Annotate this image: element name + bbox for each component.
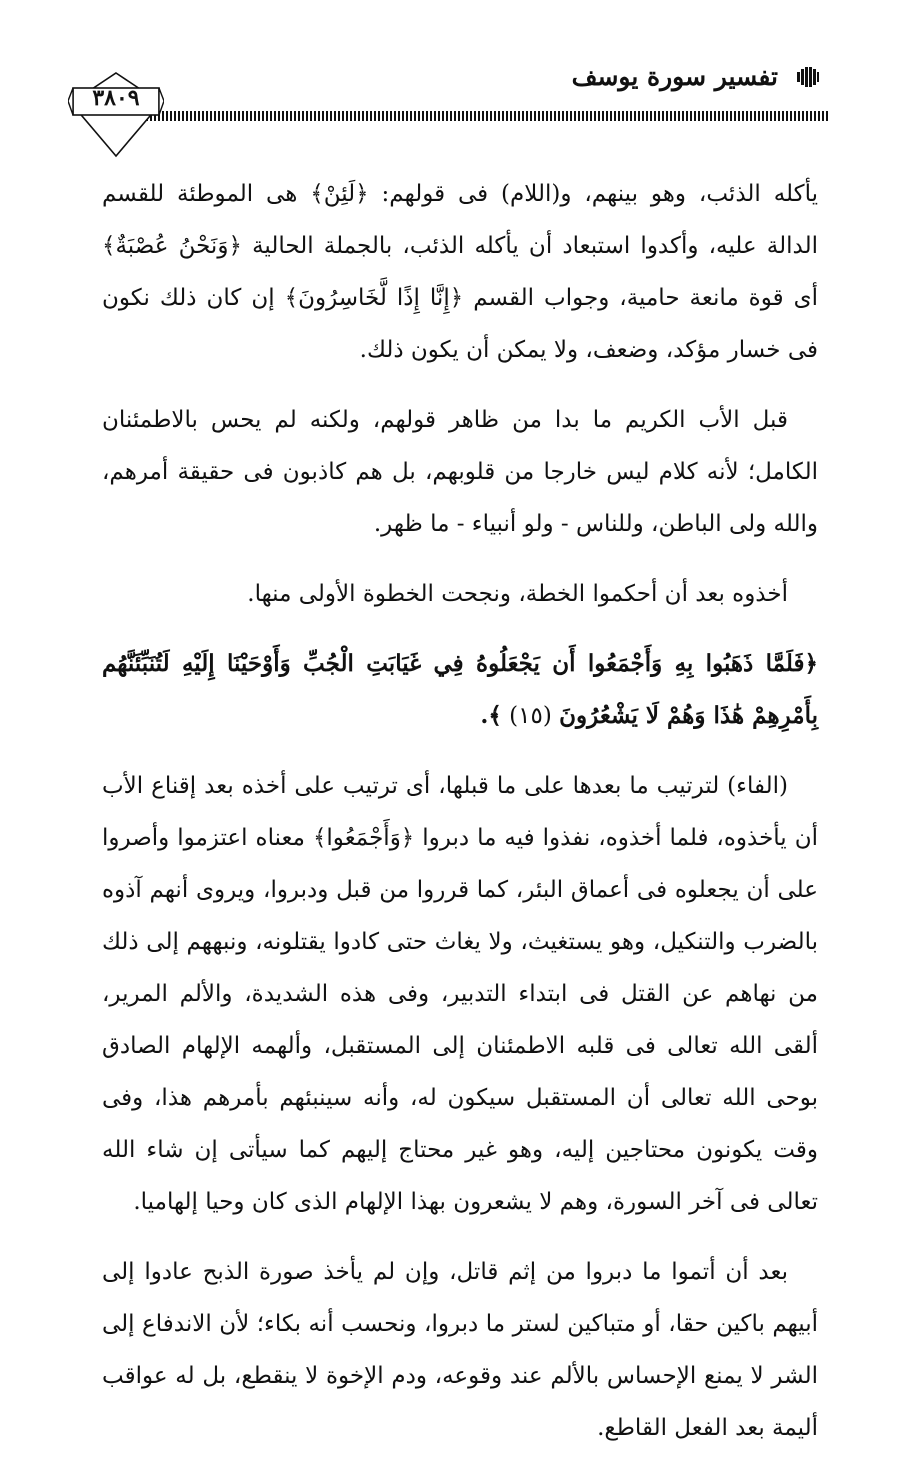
page-body xyxy=(102,168,818,1472)
paragraph: أخذوه بعد أن أحكموا الخطة، ونجحت الخطوة الأولى منها. xyxy=(247,581,788,607)
paragraph: (الفاء) لترتيب ما بعدها على ما قبلها، أى ترتيب على أخذه بعد إقناع الأب أن يأخذوه، فلما أخذوه، نفذوا فيه ما دبروا ﴿وَأَجْمَعُوا﴾ معناه اعتزموا وأصروا على أن يجعلوه فى أعماق البئر، كما قرروا من قبل ودبروا، ويروى أنهم آذوه بالضرب والتنكيل، وهو يستغيث، ولا يغاث حتى كادوا يقتلونه، ونبههم إلى ذلك من نهاهم عن القتل فى ابتداء التدبير، وفى هذه الشديدة، والألم المرير، ألقى الله تعالى فى قلبه الاطمئنان إلى المستقبل، وألهمه الإلهام الصادق بوحى الله تعالى أن المستقبل سيكون له، وأنه سينبئهم بأمرهم هذا، وفى وقت يكونون محتاجين إليه، وهو غير محتاج إليهم كما سيأتى إن شاء الله تعالى فى آخر السورة، وهم لا يشعرون بهذا الإلهام الذى كان وحيا إلهاميا. xyxy=(102,773,818,1215)
paragraph: بعد أن أتموا ما دبروا من إثم قاتل، وإن لم يأخذ صورة الذبح عادوا إلى أبيهم باكين حقا، أو متباكين لستر ما دبروا، ونحسب أنه بكاء؛ لأن الاندفاع إلى الشر لا يمنع الإحساس بالألم عند وقوعه، ودم الإخوة لا ينقطع، بل له عواقب أليمة بعد الفعل القاطع. xyxy=(102,1259,818,1441)
page-number-badge-icon xyxy=(68,70,164,160)
header-rule xyxy=(142,111,830,121)
page-number: ٣٨٠٩ xyxy=(92,85,140,111)
header-ornament-icon xyxy=(796,66,820,88)
verse-text: ﴿فَلَمَّا ذَهَبُوا بِهِ وَأَجْمَعُوا أَن يَجْعَلُوهُ فِي غَيَابَتِ الْجُبِّ وَأَوْحَيْنَا إِلَيْهِ لَتُنَبِّئَنَّهُم بِأَمْرِهِمْ هَٰذَا وَهُمْ لَا يَشْعُرُونَ xyxy=(102,650,818,729)
verse-number: (١٥) xyxy=(509,703,552,729)
book-title: تفسير سورة يوسف xyxy=(571,62,778,91)
verse-closing: ﴾. xyxy=(480,702,502,729)
paragraph: قبل الأب الكريم ما بدا من ظاهر قولهم، ولكنه لم يحس بالاطمئنان الكامل؛ لأنه كلام ليس خارجا من قلوبهم، بل هم كاذبون فى حقيقة أمرهم، والله ولى الباطن، وللناس - ولو أنبياء - ما ظهر. xyxy=(102,407,818,537)
page-header xyxy=(0,0,918,165)
paragraph: يأكله الذئب، وهو بينهم، و(اللام) فى قولهم: ﴿لَئِنْ﴾ هى الموطئة للقسم الدالة عليه، وأكدوا استبعاد أن يأكله الذئب، بالجملة الحالية ﴿وَنَحْنُ عُصْبَةٌ﴾ أى قوة مانعة حامية، وجواب القسم ﴿إِنَّا إِذًا لَّخَاسِرُونَ﴾ إن كان ذلك نكون فى خسار مؤكد، وضعف، ولا يمكن أن يكون ذلك. xyxy=(102,181,818,363)
quran-verse xyxy=(102,638,818,742)
